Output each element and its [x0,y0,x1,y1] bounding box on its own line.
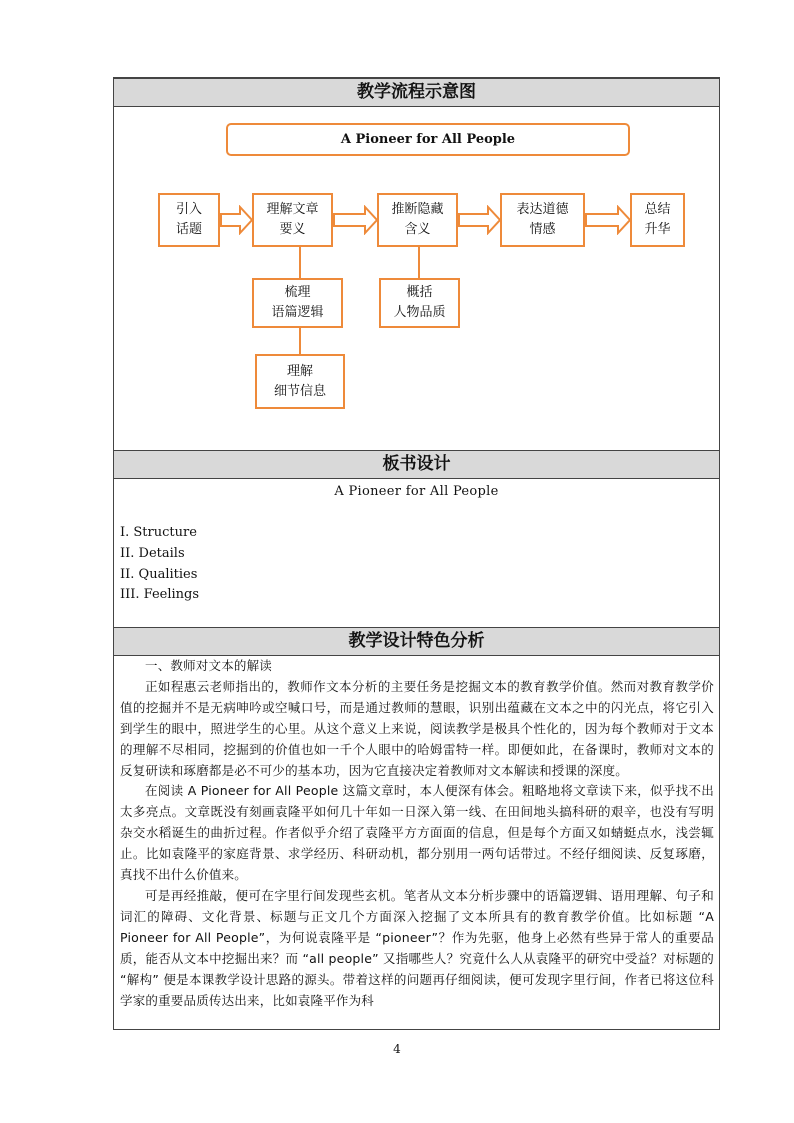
flow-box-express: 表达道德 情感 [500,193,585,247]
flow-connector-3 [418,247,420,279]
page-number: 4 [393,1042,401,1056]
flow-box-infer: 推断隐藏 含义 [377,193,458,247]
analysis-heading: 一、教师对文本的解读 [145,658,273,673]
flow-connector-1 [299,247,301,279]
flow-arrow-1 [220,205,254,235]
board-item-structure: I. Structure [120,525,197,540]
flow-box-intro: 引入 话题 [158,193,220,247]
flow-arrow-3 [458,205,502,235]
flow-arrow-4 [585,205,632,235]
board-title: A Pioneer for All People [334,484,499,499]
board-item-qualities: II. Qualities [120,567,198,582]
analysis-paragraph-1: 正如程惠云老师指出的，教师作文本分析的主要任务是挖掘文本的教育教学价值。然而对教育教学价值的挖掘并不是无病呻吟或空喊口号，而是通过教师的慧眼，识别出蕴藏在文本之中的闪光点，将它引入到学生的眼中，照进学生的心里。从这个意义上来说，阅读教学是极具个性化的，因为每个教师对于文本的理解不尽相同，挖掘到的价值也如一千个人眼中的哈姆雷特一样。即便如此，在备课时，教师对文本的反复研读和琢磨都是必不可少的基本功，因为它直接决定着教师对文本解读和授课的深度。 [120,678,714,778]
board-item-feelings: III. Feelings [120,587,200,602]
board-item-details: II. Details [120,546,185,561]
flow-arrow-2 [333,205,379,235]
flow-box-qualities: 概括 人物品质 [379,278,460,328]
document-table [113,77,720,1030]
analysis-paragraph-3: 可是再经推敲，便可在字里行间发现些玄机。笔者从文本分析步骤中的语篇逻辑、语用理解、句子和词汇的障碍、文化背景、标题与正文几个方面深入挖掘了文本所具有的教育教学价值。比如标题 “A Pioneer for All People”，为何说袁隆平是 “pioneer”？作为先驱，他身上必然有些异于常人的重要品质，能否从文本中挖掘出来？而 “all people” 又指哪些人？究竟什么人从袁隆平的研究中受益？对标题的 “解构” 便是本课教学设计思路的源头。带着这样的问题再仔细阅读，便可发现字里行间，作者已将这位科学家的重要品质传达出来，比如袁隆平作为科 [120,887,714,1008]
flow-box-logic: 梳理 语篇逻辑 [252,278,343,328]
flow-title: A Pioneer for All People [226,123,630,156]
flow-connector-2 [299,327,301,355]
analysis-paragraph-2: 在阅读 A Pioneer for All People 这篇文章时，本人便深有体会。粗略地将文章读下来，似乎找不出太多亮点。文章既没有刻画袁隆平如何几十年如一日深入第一线、在田间地头搞科研的艰辛，也没有写明杂交水稻诞生的曲折过程。作者似乎介绍了袁隆平方方面面的信息，但是每个方面又如蜻蜓点水，浅尝辄止。比如袁隆平的家庭背景、求学经历、科研动机，都分别用一两句话带过。不经仔细阅读、反复琢磨，真找不出什么价值来。 [120,783,714,883]
flow-box-details: 理解 细节信息 [255,354,345,409]
section-header-flow: 教学流程示意图 [114,78,719,107]
section-header-analysis: 教学设计特色分析 [114,627,719,656]
analysis-body [120,656,714,1011]
flow-box-understand: 理解文章 要义 [252,193,333,247]
section-header-board: 板书设计 [114,450,719,479]
flow-box-summary: 总结 升华 [630,193,685,247]
